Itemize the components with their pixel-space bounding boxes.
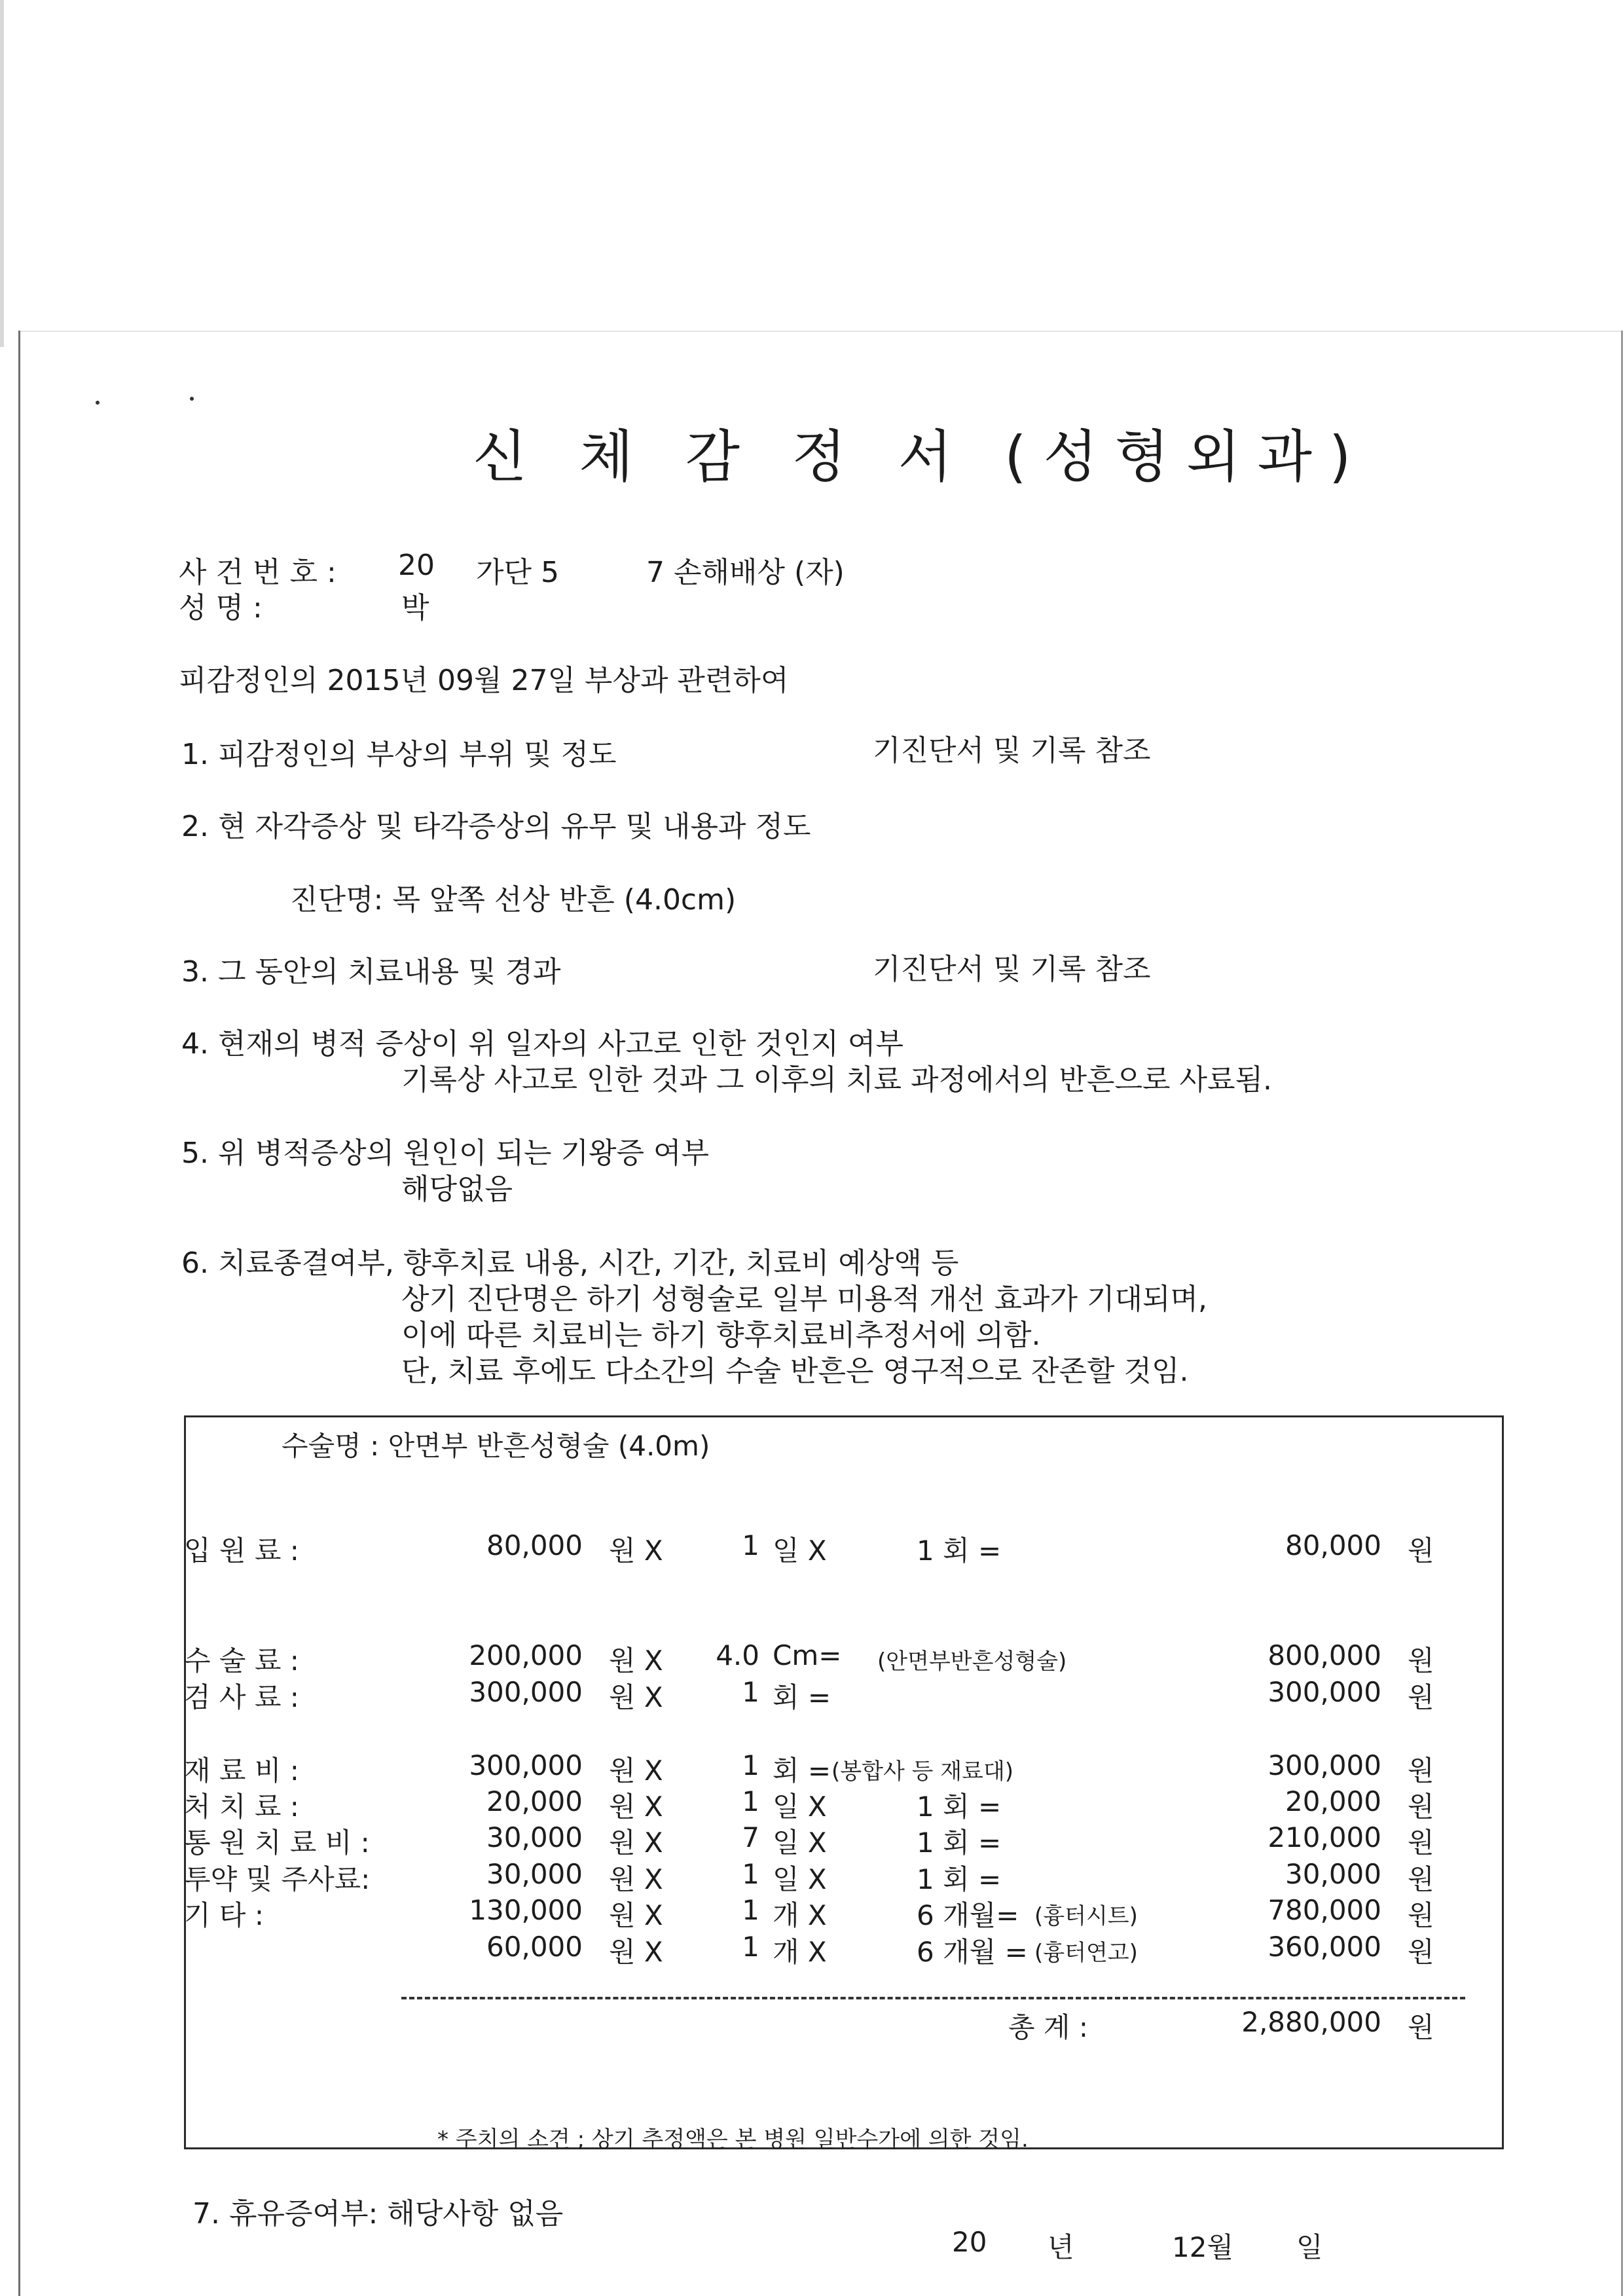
row-unit-price: 300,000 [469, 1749, 583, 1781]
row-amount: 210,000 [1267, 1821, 1381, 1853]
date-month: 12월 [1172, 2231, 1234, 2263]
row-label: 수 술 료 : [184, 1645, 299, 1677]
document-title: 신 체 감 정 서 (성형외과) [473, 424, 1368, 490]
item-5-heading: 5. 위 병적증상의 원인이 되는 기왕증 여부 [181, 1137, 709, 1170]
row-label: 입 원 료 : [184, 1535, 299, 1567]
row-qty: 4.0 [716, 1639, 759, 1671]
row-amount-unit: 원 [1408, 1936, 1434, 1968]
item-6-line-3: 단, 치료 후에도 다소간의 수술 반흔은 영구적으로 잔존할 것임. [401, 1355, 1189, 1388]
row-unit: 일 X [773, 1535, 827, 1567]
row-unit-price: 200,000 [469, 1639, 583, 1671]
row-unit: 회 = [773, 1681, 831, 1713]
row-unit-price: 30,000 [486, 1858, 583, 1890]
row-amount-unit: 원 [1408, 1863, 1434, 1895]
item-6-line-1: 상기 진단명은 하기 성형술로 일부 미용적 개선 효과가 기대되며, [401, 1283, 1207, 1316]
row-unit-price: 30,000 [486, 1821, 583, 1853]
item-5-detail: 해당없음 [401, 1173, 513, 1206]
case-number-code: 가단 5 [476, 556, 559, 589]
row-amount-unit: 원 [1408, 1755, 1434, 1787]
scan-page-edge-left [18, 331, 20, 2296]
row-amount-unit: 원 [1408, 1681, 1434, 1713]
row-note: (흉터시트) [1034, 1903, 1138, 1929]
row-unit: 일 X [773, 1827, 827, 1859]
row-amount: 300,000 [1267, 1676, 1381, 1708]
row-won: 원 X [609, 1936, 663, 1968]
row-qty: 7 [742, 1821, 759, 1853]
scan-speck [190, 397, 194, 401]
row-qty: 1 [742, 1749, 759, 1781]
row-amount-unit: 원 [1408, 1899, 1434, 1931]
row-qty: 1 [742, 1529, 759, 1561]
row-label: 통 원 치 료 비 : [184, 1827, 370, 1859]
item-2-heading: 2. 현 자각증상 및 타각증상의 유무 및 내용과 정도 [181, 810, 811, 843]
row-label: 재 료 비 : [184, 1755, 299, 1787]
item-7: 7. 휴유증여부: 해당사항 없음 [192, 2197, 564, 2231]
row-unit: Cm= [773, 1639, 842, 1671]
date-year: 20 [952, 2226, 987, 2258]
row-times: 1 회 = [917, 1827, 1002, 1859]
row-amount: 300,000 [1267, 1749, 1381, 1781]
date-year-label: 년 [1048, 2231, 1074, 2263]
row-won: 원 X [609, 1899, 663, 1931]
item-3-aside: 기진단서 및 기록 참조 [873, 953, 1151, 986]
row-amount-unit: 원 [1408, 1535, 1434, 1567]
row-times: 1 회 = [917, 1535, 1002, 1567]
row-amount-unit: 원 [1408, 1791, 1434, 1823]
surgery-name: 수술명 : 안면부 반흔성형술 (4.0m) [282, 1430, 710, 1462]
row-times: 1 회 = [917, 1791, 1002, 1823]
row-qty: 1 [742, 1931, 759, 1963]
row-amount: 30,000 [1285, 1858, 1381, 1890]
row-amount: 780,000 [1267, 1894, 1381, 1926]
row-unit-price: 20,000 [486, 1785, 583, 1817]
item-6-line-2: 이에 따른 치료비는 하기 향후치료비추정서에 의함. [401, 1319, 1041, 1352]
scan-page-edge-top [18, 331, 1623, 332]
item-2-detail: 진단명: 목 앞쪽 선상 반흔 (4.0cm) [290, 883, 737, 917]
row-won: 원 X [609, 1645, 663, 1677]
date-day-label: 일 [1296, 2231, 1323, 2263]
row-times: 6 개월= [917, 1899, 1019, 1931]
row-amount-unit: 원 [1408, 1645, 1434, 1677]
total-unit: 원 [1408, 2011, 1434, 2043]
row-qty: 1 [742, 1894, 759, 1926]
row-won: 원 X [609, 1827, 663, 1859]
name-label: 성 명 : [179, 591, 263, 625]
row-qty: 1 [742, 1785, 759, 1817]
row-unit: 회 = [773, 1755, 831, 1787]
total-separator [401, 1997, 1465, 1999]
case-number-year: 20 [398, 549, 435, 582]
row-unit-price: 80,000 [486, 1529, 583, 1561]
row-won: 원 X [609, 1755, 663, 1787]
row-unit-price: 60,000 [486, 1931, 583, 1963]
row-note: (흉터연고) [1034, 1940, 1138, 1966]
name-value: 박 [401, 591, 429, 625]
row-unit-price: 300,000 [469, 1676, 583, 1708]
row-unit: 일 X [773, 1791, 827, 1823]
item-3-heading: 3. 그 동안의 치료내용 및 경과 [181, 955, 561, 989]
item-4-detail: 기록상 사고로 인한 것과 그 이후의 치료 과정에서의 반흔으로 사료됨. [401, 1063, 1272, 1097]
row-note: (안면부반흔성형술) [877, 1649, 1067, 1675]
row-amount: 20,000 [1285, 1785, 1381, 1817]
row-label: 처 치 료 : [184, 1791, 299, 1823]
intro-line: 피감정인의 2015년 09월 27일 부상과 관련하여 [179, 664, 789, 697]
total-amount: 2,880,000 [1241, 2006, 1381, 2038]
scan-speck [96, 401, 100, 405]
row-label: 투약 및 주사료: [184, 1863, 371, 1895]
row-qty: 1 [742, 1858, 759, 1890]
row-unit: 일 X [773, 1863, 827, 1895]
row-unit: 개 X [773, 1936, 827, 1968]
item-1-heading: 1. 피감정인의 부상의 부위 및 정도 [181, 738, 617, 771]
row-won: 원 X [609, 1791, 663, 1823]
row-won: 원 X [609, 1535, 663, 1567]
item-1-aside: 기진단서 및 기록 참조 [873, 734, 1151, 767]
row-won: 원 X [609, 1681, 663, 1713]
row-note: (봉합사 등 재료대) [831, 1758, 1014, 1785]
scan-edge-shadow [0, 0, 4, 347]
physician-footnote: * 주치의 소견 ; 상기 추정액은 본 병원 일반수가에 의한 것임. [437, 2126, 1029, 2153]
case-number-suffix: 7 손해배상 (자) [646, 556, 845, 589]
row-unit: 개 X [773, 1899, 827, 1931]
row-times: 6 개월 = [917, 1936, 1028, 1968]
row-label: 검 사 료 : [184, 1681, 299, 1713]
item-4-heading: 4. 현재의 병적 증상이 위 일자의 사고로 인한 것인지 여부 [181, 1027, 903, 1061]
row-amount: 360,000 [1267, 1931, 1381, 1963]
case-number-label: 사 건 번 호 : [179, 556, 337, 589]
row-amount-unit: 원 [1408, 1827, 1434, 1859]
row-qty: 1 [742, 1676, 759, 1708]
row-unit-price: 130,000 [469, 1894, 583, 1926]
row-times: 1 회 = [917, 1863, 1002, 1895]
row-won: 원 X [609, 1863, 663, 1895]
item-6-heading: 6. 치료종결여부, 향후치료 내용, 시간, 기간, 치료비 예상액 등 [181, 1247, 959, 1280]
row-amount: 800,000 [1267, 1639, 1381, 1671]
row-amount: 80,000 [1285, 1529, 1381, 1561]
total-label: 총 계 : [1008, 2011, 1088, 2043]
row-label: 기 타 : [184, 1899, 264, 1931]
